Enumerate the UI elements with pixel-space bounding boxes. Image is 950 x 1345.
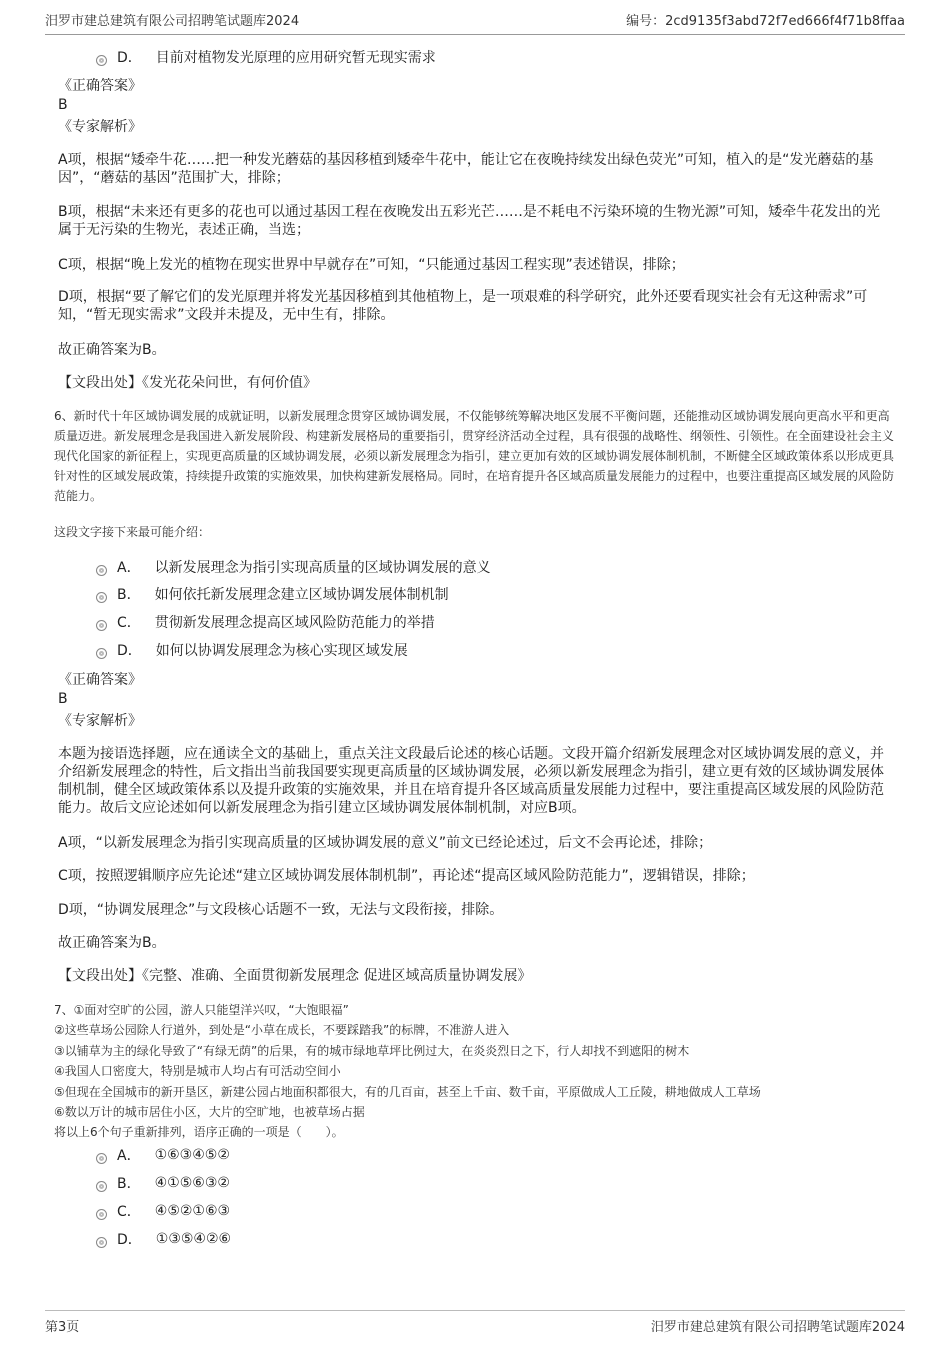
q7-sentence: ⑥数以万计的城市居住小区，大片的空旷地，也被草场占据 (54, 1105, 365, 1119)
q7-prompt: 将以上6个句子重新排列，语序正确的一项是（ ）。 (54, 1125, 344, 1139)
analysis-conclusion: 故正确答案为B。 (58, 935, 166, 951)
radio-icon[interactable] (96, 648, 107, 659)
page-header (45, 12, 905, 35)
option-letter: C． (117, 615, 141, 631)
option-text: 贯彻新发展理念提高区域风险防范能力的举措 (154, 615, 435, 631)
option-letter: D． (117, 1232, 142, 1248)
q7-sentence: ③以铺草为主的绿化导致了“有绿无荫”的后果，有的城市绿地草坪比例过大，在炎炎烈日之下，行人却找不到遮阳的树木 (54, 1044, 690, 1058)
analysis-paragraph: 本题为接语选择题，应在通读全文的基础上，重点关注文段最后论述的核心话题。文段开篇介绍新发展理念对区域协调发展的意义，并介绍新发展理念的特性，后文指出当前我国要实现更高质量的区域协调发展，必须以新发展理念为指引，建立更有效的区域协调发展体制机制，健全区域政策体系以及提升政策的实施效果，并且在培育提升各区域高质量发展能力过程中，要注重提高区域发展的风险防范能力。故后文应论述如何以新发展理念为指引建立区域协调发展体制机制，对应B项。 (58, 746, 884, 816)
source-citation: 【文段出处】《发光花朵问世，有何价值》 (58, 375, 317, 391)
analysis-paragraph: D项，“协调发展理念”与文段核心话题不一致，无法与文段衔接，排除。 (58, 902, 504, 918)
analysis-paragraph: A项，根据“矮牵牛花……把一种发光蘑菇的基因移植到矮牵牛花中，能让它在夜晚持续发出绿色荧光”可知，植入的是“发光蘑菇的基因”，“蘑菇的基因”范围扩大，排除； (58, 152, 874, 186)
radio-icon[interactable] (96, 1181, 107, 1192)
analysis-paragraph: A项，“以新发展理念为指引实现高质量的区域协调发展的意义”前文已经论述过，后文不会再论述，排除； (58, 835, 713, 851)
analysis-paragraph: B项，根据“未来还有更多的花也可以通过基因工程在夜晚发出五彩光芒……是不耗电不污染环境的生物光源”可知，矮牵牛花发出的光属于无污染的生物光，表述正确，当选； (58, 204, 881, 238)
option-letter: D． (117, 50, 142, 66)
analysis-label: 《专家解析》 (58, 713, 142, 729)
page-number: 第3页 (45, 1320, 80, 1335)
option-letter: B． (117, 587, 141, 603)
analysis-label: 《专家解析》 (58, 119, 142, 135)
radio-icon[interactable] (96, 1237, 107, 1248)
header-doc-id: 编号：2cd9135f3abd72f7ed666f4f71b8ffaa (626, 14, 905, 29)
q7-sentence: ⑤但现在全国城市的新开垦区，新建公园占地面积都很大，有的几百亩，甚至上千亩、数千亩，平原做成人工丘陵，耕地做成人工草场 (54, 1085, 761, 1099)
q7-sentence: ②这些草场公园除人行道外，到处是“小草在成长，不要踩踏我”的标牌，不准游人进入 (54, 1023, 510, 1037)
page-footer (45, 1310, 905, 1335)
answer-label: 《正确答案》 (58, 78, 142, 94)
q7-option-c[interactable] (96, 1201, 230, 1221)
option-letter: C． (117, 1204, 141, 1220)
option-text: ①③⑤④②⑥ (155, 1231, 232, 1247)
q7-option-b[interactable] (96, 1173, 230, 1193)
option-text: 如何依托新发展理念建立区域协调发展体制机制 (154, 587, 449, 603)
radio-icon[interactable] (96, 620, 107, 631)
footer-title: 汨罗市建总建筑有限公司招聘笔试题库2024 (650, 1320, 905, 1335)
option-letter: B． (117, 1176, 141, 1192)
q7-option-a[interactable] (96, 1145, 230, 1165)
radio-icon[interactable] (96, 1209, 107, 1220)
option-text: 如何以协调发展理念为核心实现区域发展 (155, 643, 408, 659)
analysis-paragraph: C项，根据“晚上发光的植物在现实世界中早就存在”可知，“只能通过基因工程实现”表述错误，排除； (58, 257, 685, 273)
option-letter: A． (117, 560, 141, 576)
option-text: 以新发展理念为指引实现高质量的区域协调发展的意义 (154, 560, 491, 576)
analysis-paragraph: D项，根据“要了解它们的发光原理并将发光基因移植到其他植物上，是一项艰难的科学研究，此外还要看现实社会有无这种需求”可知，“暂无现实需求”文段并未提及，无中生有，排除。 (58, 289, 868, 323)
q5-option-d[interactable] (96, 47, 436, 67)
answer-value: B (58, 691, 68, 707)
option-text: ①⑥③④⑤② (154, 1147, 230, 1163)
radio-icon[interactable] (96, 55, 107, 66)
q6-option-d[interactable] (96, 640, 408, 660)
answer-label: 《正确答案》 (58, 672, 142, 688)
option-text: ④⑤②①⑥③ (154, 1203, 231, 1219)
option-text: 目前对植物发光原理的应用研究暂无现实需求 (155, 50, 436, 66)
q6-option-b[interactable] (96, 584, 449, 604)
analysis-paragraph: C项，按照逻辑顺序应先论述“建立区域协调发展体制机制”，再论述“提高区域风险防范能力”，逻辑错误，排除； (58, 868, 755, 884)
option-letter: D． (117, 643, 142, 659)
analysis-conclusion: 故正确答案为B。 (58, 342, 166, 358)
answer-value: B (58, 97, 68, 113)
header-title: 汨罗市建总建筑有限公司招聘笔试题库2024 (45, 14, 300, 29)
q6-stem: 6、新时代十年区域协调发展的成就证明，以新发展理念贯穿区域协调发展，不仅能够统筹解决地区发展不平衡问题，还能推动区域协调发展向更高水平和更高质量迈进。新发展理念是我国进入新发展阶段、构建新发展格局的重要指引，贯穿经济活动全过程，具有很强的战略性、纲领性、引领性。在全面建设社会主义现代化国家的新征程上，实现更高质量的区域协调发展，必须以新发展理念为指引，建立更加有效的区域协调发展体制机制，不断健全区域政策体系以形成更具针对性的区域发展政策，持续提升政策的实施效果，加快构建新发展格局。同时，在培育提升各区域高质量发展能力的过程中，也要注重提高区域发展的风险防范能力。 (54, 409, 895, 503)
source-citation: 【文段出处】《完整、准确、全面贯彻新发展理念 促进区域高质量协调发展》 (58, 968, 532, 984)
radio-icon[interactable] (96, 565, 107, 576)
option-letter: A． (117, 1148, 141, 1164)
q7-sentence: 7、①面对空旷的公园，游人只能望洋兴叹，“大饱眼福” (54, 1003, 349, 1017)
q6-prompt: 这段文字接下来最可能介绍： (54, 525, 211, 539)
q6-option-c[interactable] (96, 612, 435, 632)
option-text: ④①⑤⑥③② (154, 1175, 230, 1191)
q6-option-a[interactable] (96, 557, 491, 577)
q7-sentence: ④我国人口密度大，特别是城市人均占有可活动空间小 (54, 1064, 341, 1078)
radio-icon[interactable] (96, 1153, 107, 1164)
q7-option-d[interactable] (96, 1229, 231, 1249)
radio-icon[interactable] (96, 592, 107, 603)
